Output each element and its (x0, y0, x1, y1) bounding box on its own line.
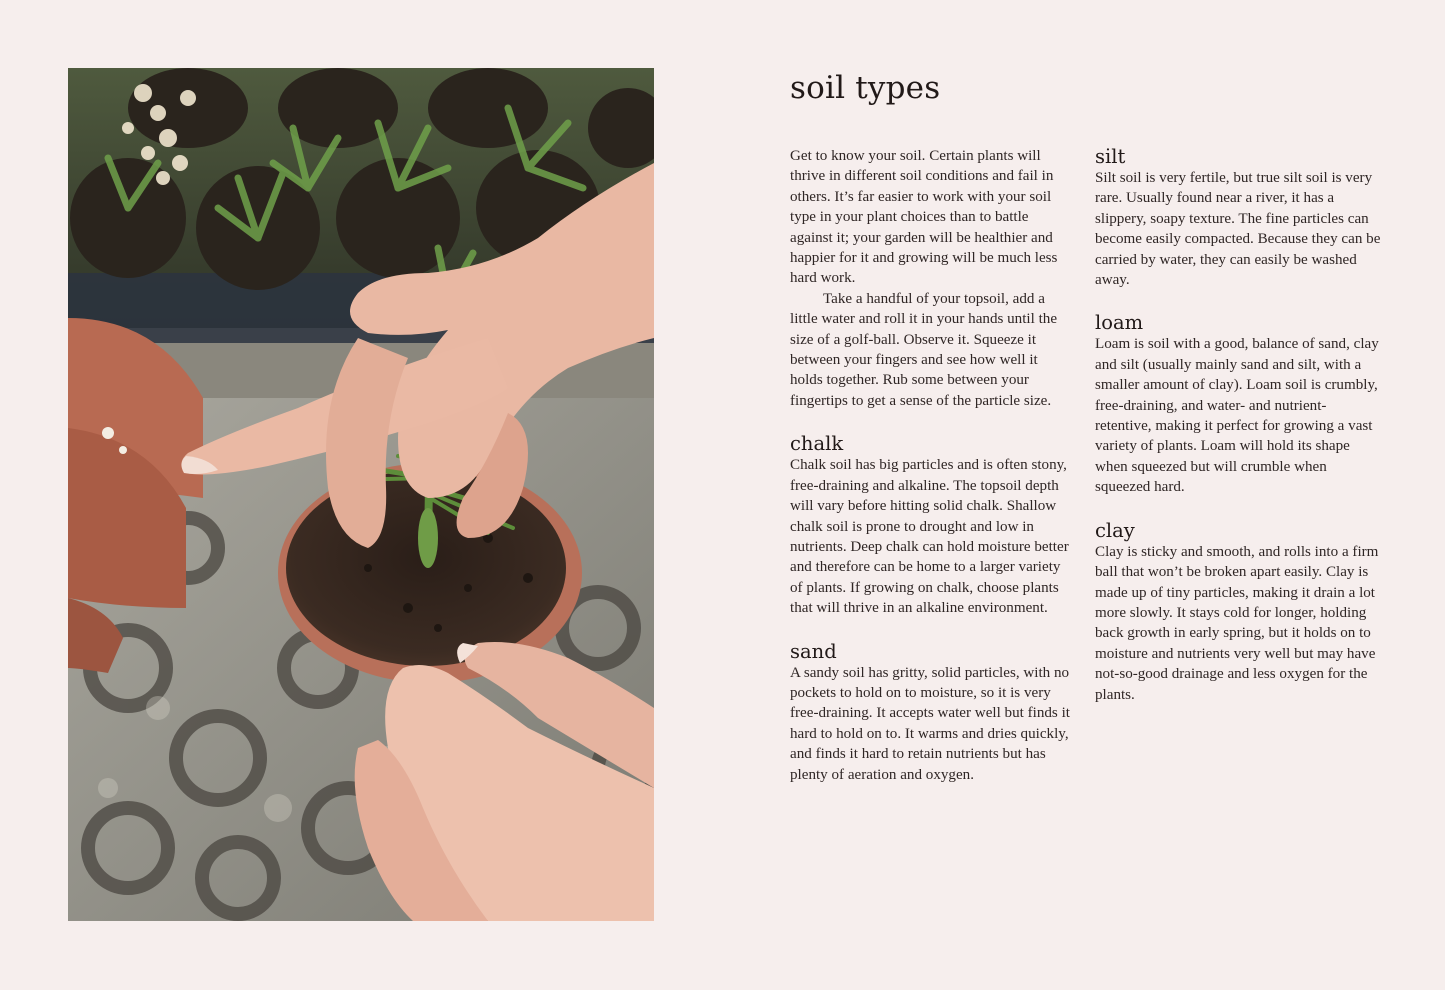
section-clay (1095, 520, 1383, 705)
section-body-chalk: Chalk soil has big particles and is often stony, free-draining and alkaline. The topsoil depth will vary before hitting solid chalk. Shallow chalk soil is prone to drought and low in nutrients. Deep chalk can hold moisture better and therefore can be home to a larger variety of plants. If growing on chalk, choose plants that will thrive in an alkaline environment. (790, 457, 1069, 617)
intro-paragraph-2: Take a handful of your topsoil, add a little water and roll it in your hands until the size of a golf-ball. Observe it. Squeeze it between your fingers and see how well it holds together. Rub some between your fingertips to get a sense of the particle size. (790, 290, 1058, 409)
text-column-left (790, 146, 1072, 785)
section-chalk (790, 433, 1072, 618)
seedling-photo (68, 68, 654, 921)
page-title: soil types (790, 70, 941, 106)
section-loam (1095, 312, 1383, 497)
text-column-right (1095, 146, 1383, 705)
intro (790, 146, 1072, 411)
section-body-sand: A sandy soil has gritty, solid particles, with no pockets to hold on to moisture, so it is very free-draining. It accepts water well but finds it hard to hold on to. It warms and dries quickly, and finds it hard to retain nutrients but has plenty of aeration and oxygen. (790, 664, 1070, 783)
section-heading-silt: silt (1095, 145, 1126, 168)
section-heading-sand: sand (790, 639, 837, 663)
section-body-loam: Loam is soil with a good, balance of sand, clay and silt (usually mainly sand and silt, with a smaller amount of clay). Loam soil is crumbly, free-draining, and water- and nutrient-retentive, making it perfect for growing a vast variety of plants. Loam will hold its shape when squeezed but will crumble when squeezed hard. (1095, 336, 1379, 496)
section-silt (1095, 146, 1383, 290)
intro-paragraph-1: Get to know your soil. Certain plants will thrive in different soil conditions and fail in others. It’s far easier to work with your soil type in your plant choices than to battle against it; your garden will be healthier and happier for it and growing will be much less hard work. (790, 148, 1058, 287)
section-heading-clay: clay (1095, 518, 1135, 542)
section-sand (790, 641, 1072, 785)
section-heading-loam: loam (1095, 311, 1144, 335)
section-heading-chalk: chalk (790, 432, 844, 456)
seedling-photo-illustration (68, 68, 654, 921)
section-body-clay: Clay is sticky and smooth, and rolls into a firm ball that won’t be broken apart easily. Clay is made up of tiny particles, making it drain a lot more slowly. It stays cold for longer, holding back growth in early spring, but it holds on to moisture and nutrients very well but may have not-so-good drainage and less oxygen for the plants. (1095, 543, 1379, 703)
section-body-silt: Silt soil is very fertile, but true silt soil is very rare. Usually found near a river, it has a slippery, soapy texture. The fine particles can become easily compacted. Because they can be carried by water, they can easily be washed away. (1095, 170, 1381, 289)
